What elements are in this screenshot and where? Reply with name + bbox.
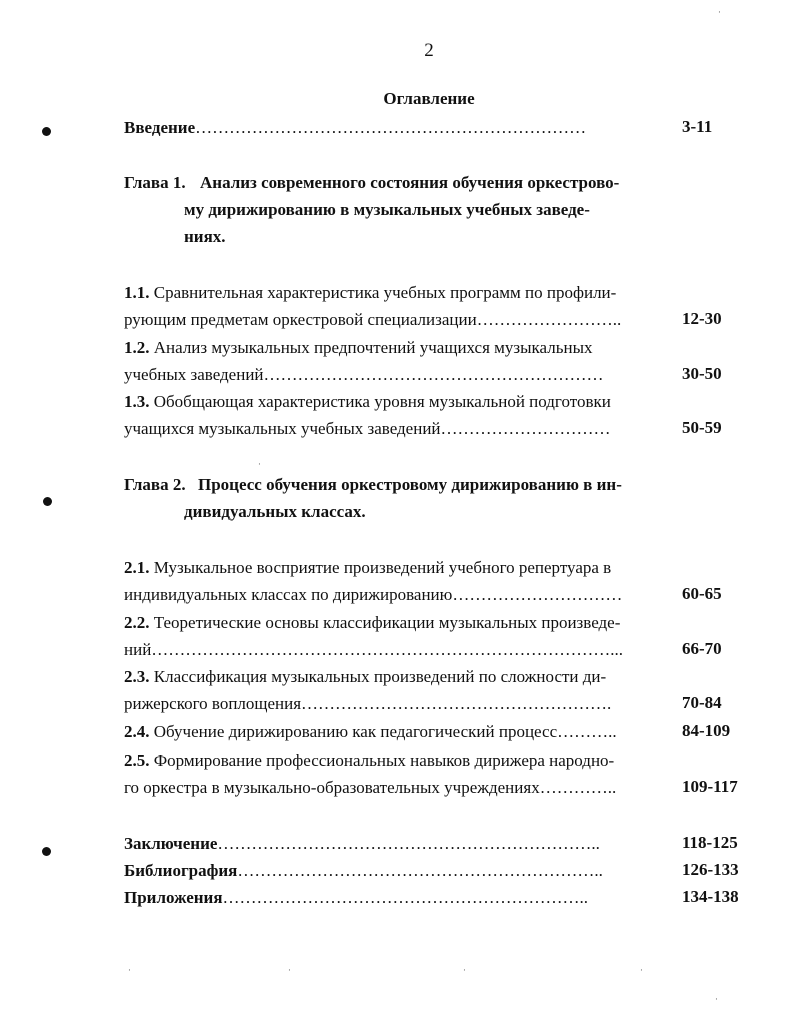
chapter-1-title-line: му дирижированию в музыкальных учебных заведе- bbox=[184, 200, 590, 219]
scan-speck: · bbox=[640, 966, 643, 976]
section-title-line: учащихся музыкальных учебных заведений………………………… bbox=[124, 419, 611, 438]
toc-entry-2-5[interactable] bbox=[124, 751, 614, 771]
section-number: 2.5. bbox=[124, 751, 150, 770]
toc-page-range: 66-70 bbox=[682, 639, 722, 658]
section-number: 2.4. bbox=[124, 722, 150, 741]
chapter-1-title-line: Анализ современного состояния обучения оркестрово- bbox=[200, 173, 620, 192]
toc-entry-1-2[interactable] bbox=[124, 338, 593, 358]
section-title-line: рижерского воплощения………………………………………………. bbox=[124, 694, 612, 713]
leader-dots: ……………………………………………………….. bbox=[237, 861, 603, 880]
section-title-line: Сравнительная характеристика учебных программ по профили- bbox=[153, 283, 617, 302]
section-title-line: Обобщающая характеристика уровня музыкальной подготовки bbox=[153, 392, 611, 411]
toc-entry-2-2[interactable] bbox=[124, 613, 620, 633]
chapter-2-number: Глава 2. bbox=[124, 475, 186, 494]
section-title-line: Теоретические основы классификации музыкальных произведе- bbox=[153, 613, 621, 632]
toc-entry-bibliography[interactable] bbox=[124, 861, 652, 881]
toc-entry-appendix[interactable] bbox=[124, 888, 652, 908]
section-title-line: рующим предметам оркестровой специализации…………………….. bbox=[124, 310, 622, 329]
scan-speck: · bbox=[718, 8, 721, 18]
chapter-1-number: Глава 1. bbox=[124, 173, 186, 192]
toc-entry-label: Приложения bbox=[124, 888, 223, 907]
scan-speck: · bbox=[715, 995, 718, 1005]
toc-entry-label: Библиография bbox=[124, 861, 238, 880]
toc-page-range: 12-30 bbox=[682, 309, 722, 328]
section-number: 1.2. bbox=[124, 338, 150, 357]
toc-page-range: 30-50 bbox=[682, 364, 722, 383]
toc-entry-2-1[interactable] bbox=[124, 558, 611, 578]
toc-entry-intro[interactable] bbox=[124, 118, 654, 138]
leader-dots: ……………………………………………………….. bbox=[222, 888, 589, 907]
section-title-line: индивидуальных классах по дирижированию………………………… bbox=[124, 585, 623, 604]
toc-page-range: 109-117 bbox=[682, 777, 738, 796]
toc-entry-2-3[interactable] bbox=[124, 667, 606, 687]
section-title-line: го оркестра в музыкально-образовательных учреждениях………….. bbox=[124, 778, 617, 797]
scan-speck: · bbox=[463, 966, 466, 976]
punch-hole-mark bbox=[42, 847, 51, 856]
page-number: 2 bbox=[424, 40, 434, 61]
section-title-line: Формирование профессиональных навыков дирижера народно- bbox=[153, 751, 615, 770]
toc-page-range: 3-11 bbox=[682, 117, 713, 136]
section-title-line: Анализ музыкальных предпочтений учащихся музыкальных bbox=[153, 338, 593, 357]
toc-page-range: 84-109 bbox=[682, 721, 731, 740]
toc-page-range: 50-59 bbox=[682, 418, 722, 437]
scan-speck: · bbox=[288, 966, 291, 976]
section-number: 2.1. bbox=[124, 558, 150, 577]
leader-dots: ………………………………………………………….. bbox=[217, 834, 600, 853]
toc-entry-conclusion[interactable] bbox=[124, 834, 652, 854]
section-title-line: Обучение дирижированию как педагогический процесс……….. bbox=[153, 722, 617, 741]
chapter-2-title-line: Процесс обучения оркестровому дирижированию в ин- bbox=[198, 475, 622, 494]
toc-page-range: 70-84 bbox=[682, 693, 722, 712]
scan-speck: · bbox=[258, 460, 261, 470]
punch-hole-mark bbox=[43, 497, 52, 506]
scan-speck: · bbox=[128, 966, 131, 976]
toc-entry-1-1[interactable] bbox=[124, 283, 616, 303]
toc-page-range: 118-125 bbox=[682, 833, 738, 852]
chapter-1-title-line: ниях. bbox=[184, 227, 226, 246]
section-number: 2.3. bbox=[124, 667, 150, 686]
toc-entry-label: Введение bbox=[124, 118, 196, 137]
toc-title: Оглавление bbox=[383, 89, 475, 108]
section-title-line: Музыкальное восприятие произведений учебного репертуара в bbox=[153, 558, 612, 577]
toc-entry-2-4[interactable] bbox=[124, 722, 617, 742]
section-number: 1.3. bbox=[124, 392, 150, 411]
section-title-line: Классификация музыкальных произведений по сложности ди- bbox=[153, 667, 607, 686]
toc-entry-label: Заключение bbox=[124, 834, 218, 853]
punch-hole-mark bbox=[42, 127, 51, 136]
toc-page-range: 134-138 bbox=[682, 887, 739, 906]
section-title-line: ний………………………………………………………………………... bbox=[124, 640, 624, 659]
toc-page-range: 126-133 bbox=[682, 860, 739, 879]
toc-page-range: 60-65 bbox=[682, 584, 722, 603]
section-title-line: учебных заведений…………………………………………………… bbox=[124, 365, 604, 384]
chapter-2-title-line: дивидуальных классах. bbox=[184, 502, 366, 521]
toc-entry-1-3[interactable] bbox=[124, 392, 611, 412]
section-number: 2.2. bbox=[124, 613, 150, 632]
section-number: 1.1. bbox=[124, 283, 150, 302]
leader-dots: …………………………………………………………… bbox=[195, 118, 587, 137]
